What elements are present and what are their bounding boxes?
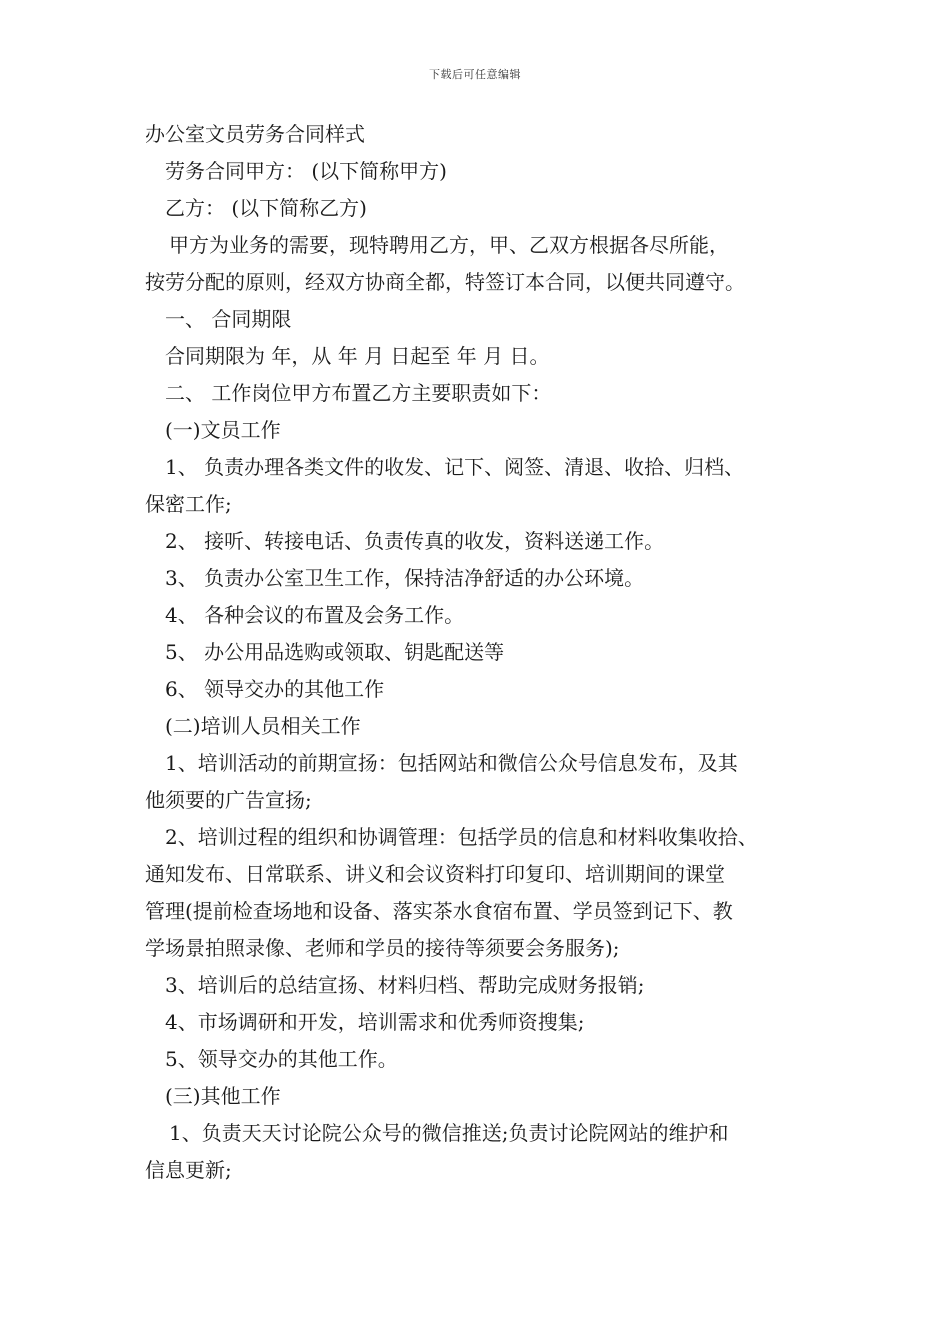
- party-a-line: 劳务合同甲方： (以下简称甲方): [165, 159, 447, 183]
- list-item: 5、领导交办的其他工作。: [165, 1047, 398, 1071]
- party-b-line: 乙方： (以下简称乙方): [165, 196, 367, 220]
- list-item: 3、 负责办公室卫生工作，保持洁净舒适的办公环境。: [165, 566, 645, 590]
- list-item-continuation: 通知发布、日常联系、讲义和会议资料打印复印、培训期间的课堂: [145, 862, 725, 886]
- list-item: 4、市场调研和开发，培训需求和优秀师资搜集;: [165, 1010, 585, 1034]
- document-title: 办公室文员劳务合同样式: [145, 122, 365, 146]
- list-item-continuation: 他须要的广告宣扬;: [145, 788, 312, 812]
- list-item: 1、负责天天讨论院公众号的微信推送;负责讨论院网站的维护和: [169, 1121, 729, 1145]
- list-item: 2、 接听、转接电话、负责传真的收发，资料送递工作。: [165, 529, 665, 553]
- list-item: 1、培训活动的前期宣扬：包括网站和微信公众号信息发布，及其: [165, 751, 738, 775]
- section-heading-2: 二、 工作岗位甲方布置乙方主要职责如下：: [165, 381, 552, 405]
- list-item-continuation: 保密工作;: [145, 492, 232, 516]
- page-header-note: 下载后可任意编辑: [429, 68, 521, 81]
- list-item-continuation: 学场景拍照录像、老师和学员的接待等须要会务服务);: [145, 936, 620, 960]
- document-body: [145, 116, 835, 1189]
- list-item: 4、 各种会议的布置及会务工作。: [165, 603, 465, 627]
- subsection-heading-2: (二)培训人员相关工作: [165, 714, 361, 738]
- section-heading-1: 一、 合同期限: [165, 307, 292, 331]
- list-item: 2、培训过程的组织和协调管理：包括学员的信息和材料收集收拾、: [165, 825, 758, 849]
- list-item: 6、 领导交办的其他工作: [165, 677, 385, 701]
- list-item-continuation: 管理(提前检查场地和设备、落实茶水食宿布置、学员签到记下、教: [145, 899, 733, 923]
- preamble-line-2: 按劳分配的原则，经双方协商全都，特签订本合同，以便共同遵守。: [145, 270, 745, 294]
- preamble-line-1: 甲方为业务的需要，现特聘用乙方，甲、乙双方根据各尽所能，: [169, 233, 729, 257]
- list-item: 5、 办公用品选购或领取、钥匙配送等: [165, 640, 505, 664]
- contract-term-line: 合同期限为 年，从 年 月 日起至 年 月 日。: [165, 344, 550, 368]
- list-item: 3、培训后的总结宣扬、材料归档、帮助完成财务报销;: [165, 973, 645, 997]
- subsection-heading-3: (三)其他工作: [165, 1084, 281, 1108]
- list-item: 1、 负责办理各类文件的收发、记下、阅签、清退、收拾、归档、: [165, 455, 745, 479]
- subsection-heading-1: (一)文员工作: [165, 418, 281, 442]
- list-item-continuation: 信息更新;: [145, 1158, 232, 1182]
